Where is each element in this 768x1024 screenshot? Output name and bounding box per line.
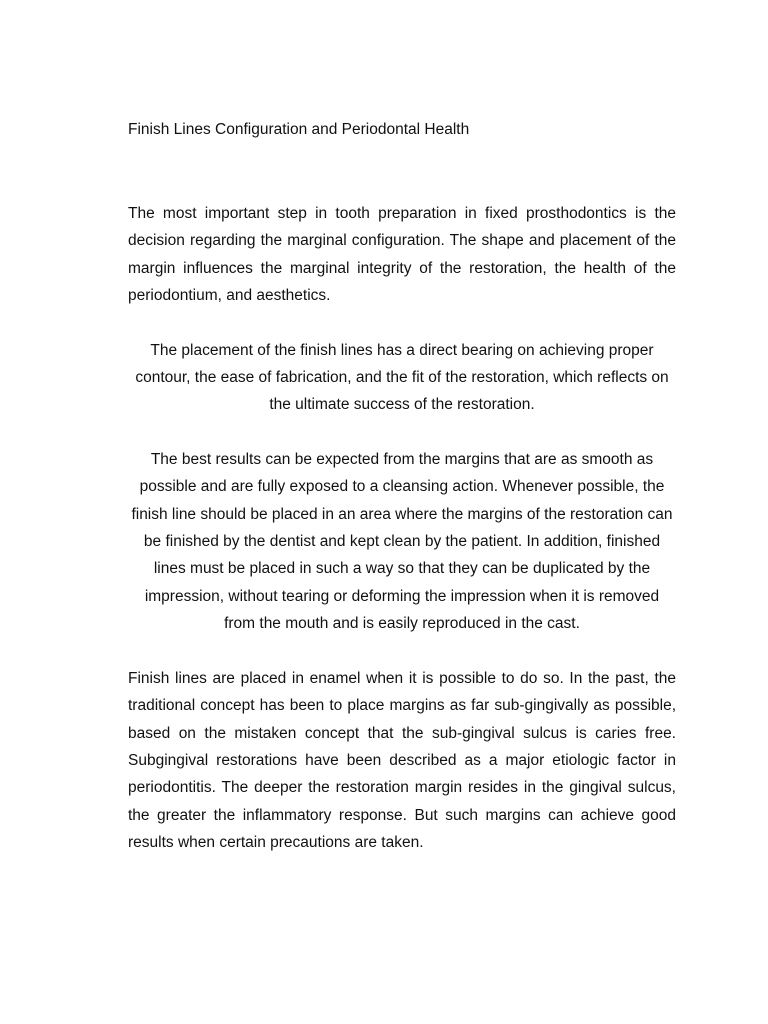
document-body (128, 118, 676, 857)
paragraph-finish-line-placement: The placement of the finish lines has a direct bearing on achieving proper contour, the ease of fabrication, and the fit of the restoration, which reflects on the ultimate success of the restoration. (135, 341, 669, 414)
document-title: Finish Lines Configuration and Periodontal Health (128, 121, 470, 138)
paragraph-marginal-configuration: The most important step in tooth preparation in fixed prosthodontics is the decision regarding the marginal configuration. The shape and placement of the margin influences the marginal integrity of the restoration, the health of the periodontium, and aesthetics. (128, 205, 676, 305)
paragraph-enamel-subgingival: Finish lines are placed in enamel when it is possible to do so. In the past, the traditional concept has been to place margins as far sub-gingivally as possible, based on the mistaken concept that the sub-gingival sulcus is caries free. Subgingival restorations have been described as a major etiologic factor in periodontitis. The deeper the restoration margin resides in the gingival sulcus, the greater the inflammatory response. But such margins can achieve good results when certain precautions are taken. (128, 669, 676, 852)
paragraph-best-results: The best results can be expected from the margins that are as smooth as possible and are fully exposed to a cleansing action. Whenever possible, the finish line should be placed in an area where the margins of the restoration can be finished by the dentist and kept clean by the patient. In addition, finished lines must be placed in such a way so that they can be duplicated by the impression, without tearing or deforming the impression when it is removed from the mouth and is easily reproduced in the cast. (131, 450, 673, 633)
